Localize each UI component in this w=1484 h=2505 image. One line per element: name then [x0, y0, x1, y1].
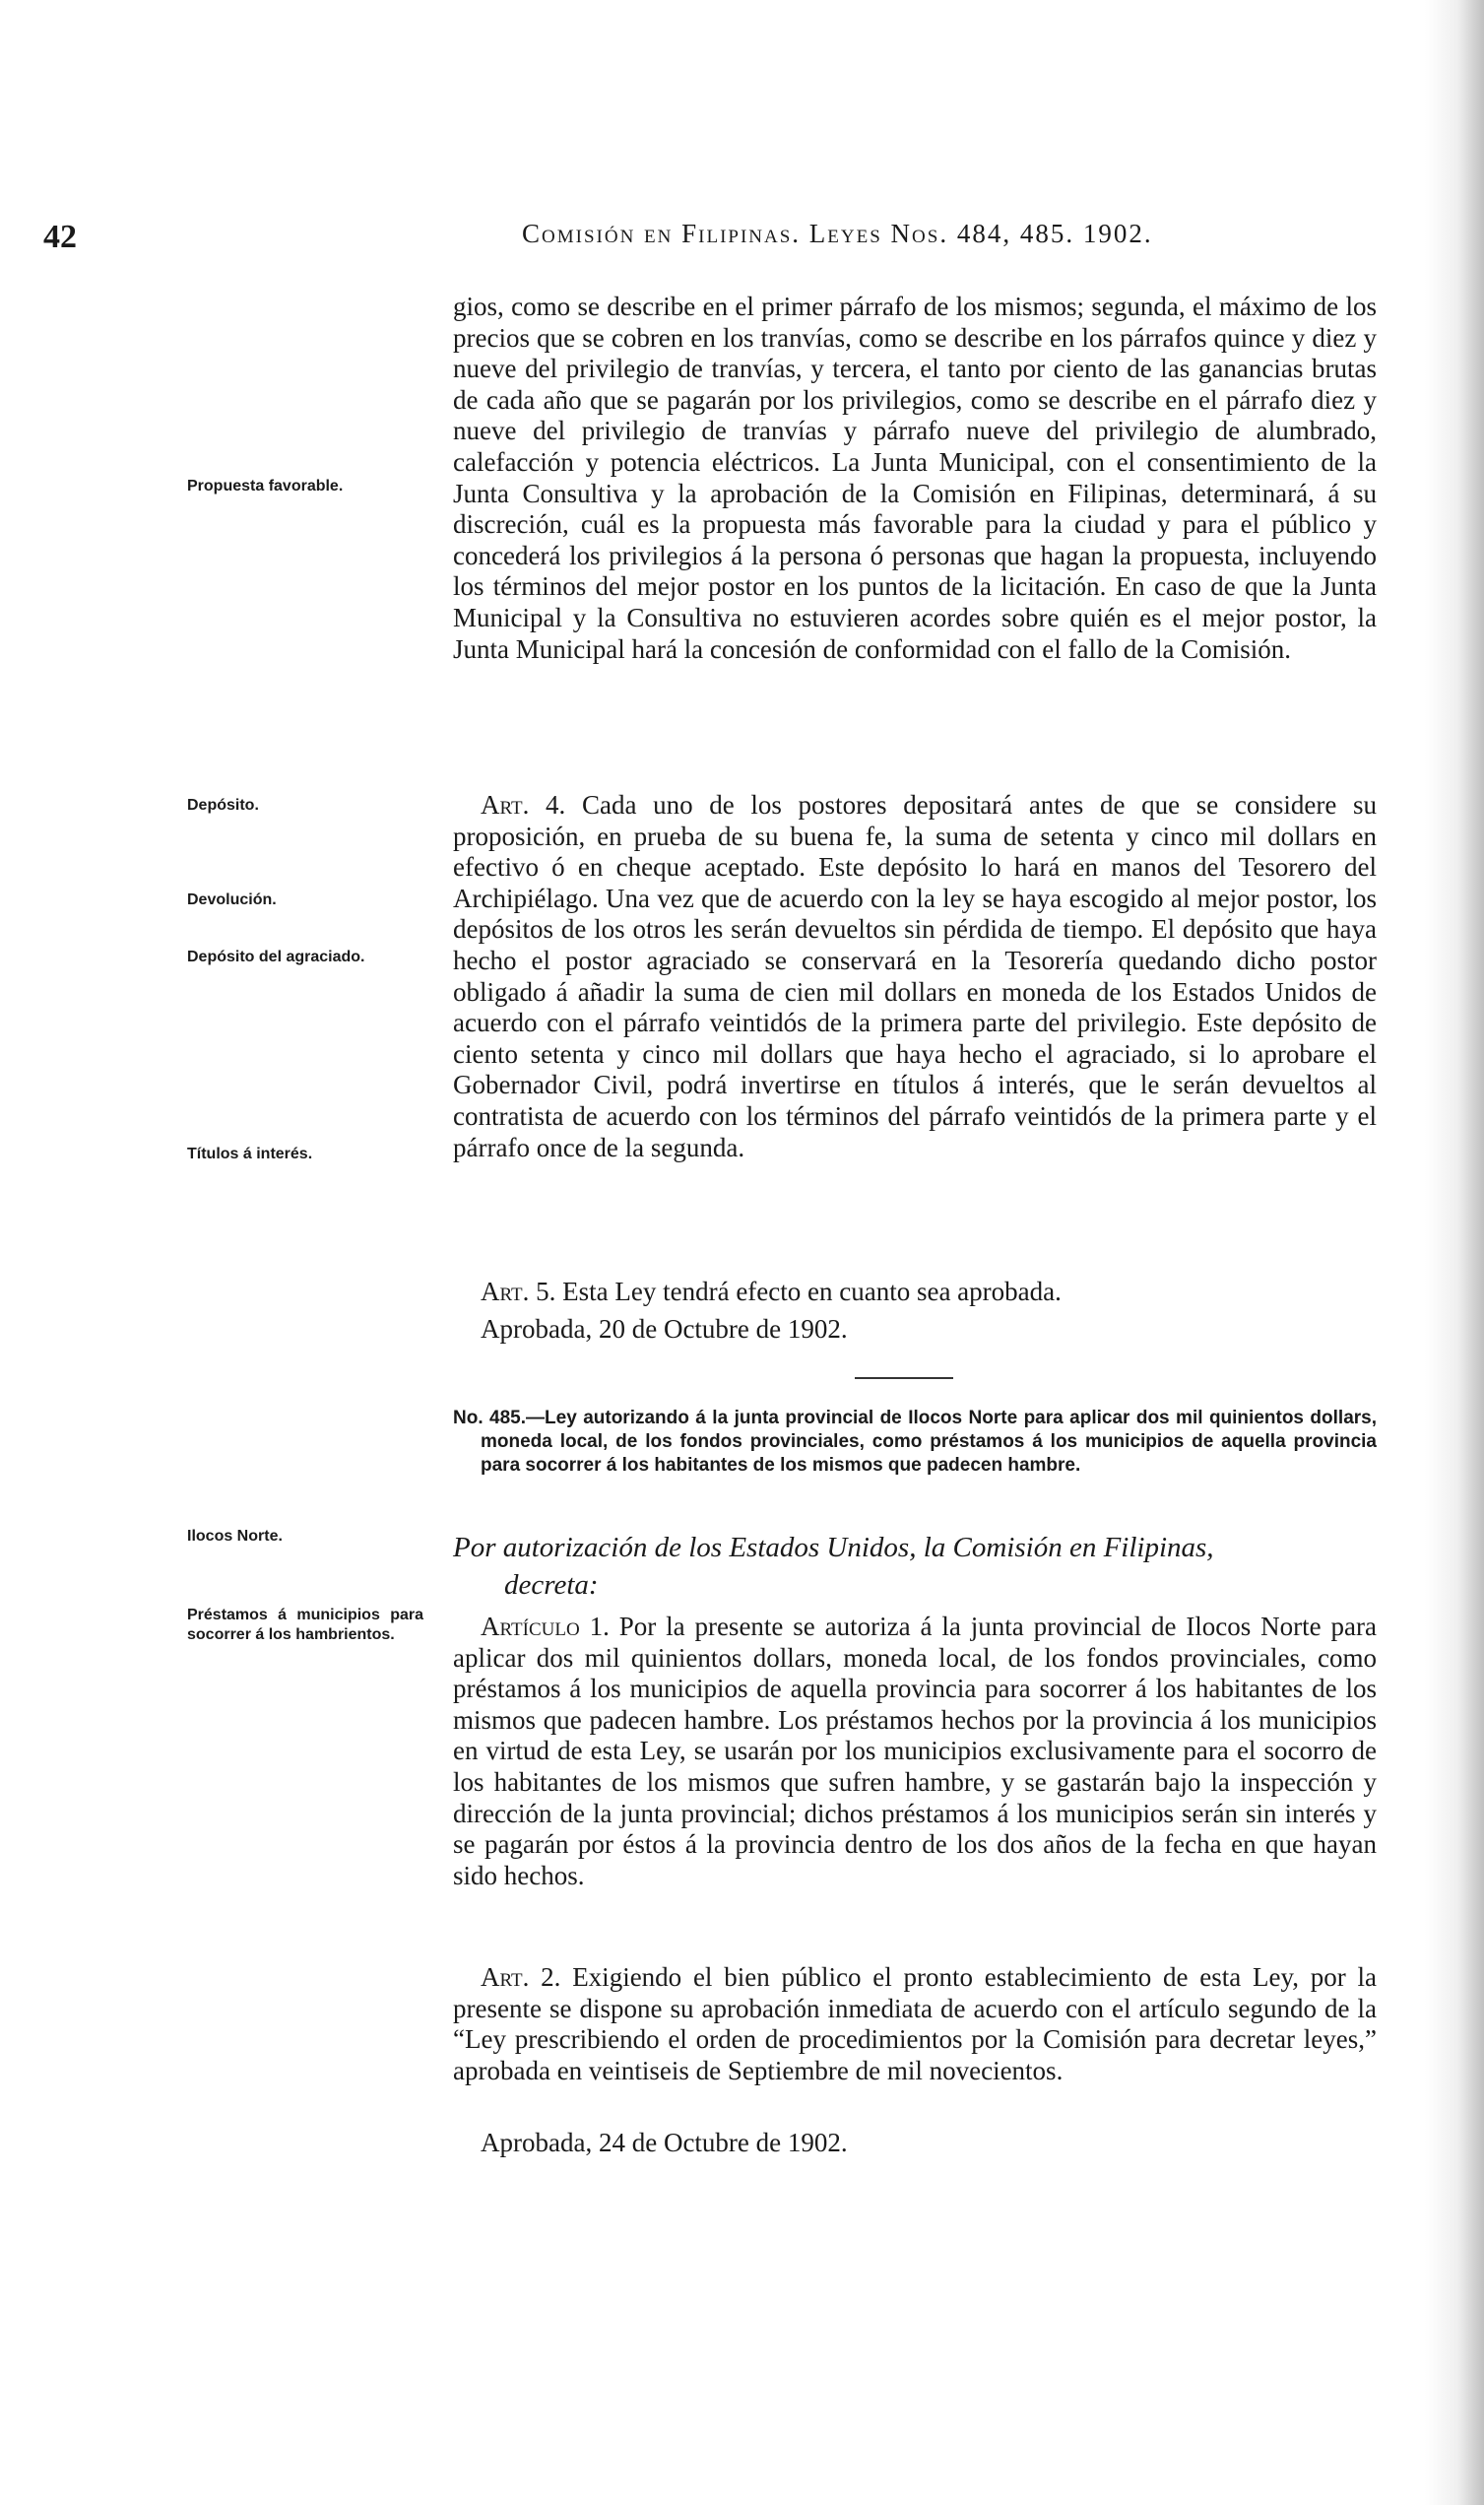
margin-note-deposito: Depósito.	[187, 797, 259, 814]
margin-note-titulos: Títulos á interés.	[187, 1146, 313, 1162]
margin-note-deposito-agraciado: Depósito del agraciado.	[187, 949, 365, 965]
article-1-label: Artículo	[481, 1612, 580, 1641]
article-5-label: Art.	[481, 1277, 530, 1306]
law-485-article-1	[453, 1612, 1377, 1891]
article-5-text: 5. Esta Ley tendrá efecto en cuanto sea aprobada.	[529, 1277, 1062, 1306]
enacting-clause-line-2: decreta:	[504, 1569, 599, 1601]
enacting-clause	[453, 1529, 1377, 1604]
law-485-heading	[453, 1407, 1377, 1478]
law-484-article-4	[453, 790, 1377, 1163]
margin-note-prestamos: Préstamos á municipios para socorrer á los hambrientos.	[187, 1607, 423, 1643]
article-2-label: Art.	[481, 1962, 530, 1992]
margin-note-devolucion: Devolución.	[187, 891, 277, 908]
section-divider	[855, 1377, 953, 1379]
law-484-approval-date: Aprobada, 20 de Octubre de 1902.	[481, 1314, 848, 1344]
margin-note-propuesta: Propuesta favorable.	[187, 478, 344, 494]
law-485-approval-date: Aprobada, 24 de Octubre de 1902.	[481, 2128, 848, 2157]
running-head: Comisión en Filipinas. Leyes Nos. 484, 485. 1902.	[522, 219, 1153, 248]
page-edge-shadow	[1425, 0, 1484, 2505]
article-4-label: Art.	[481, 790, 530, 820]
page-number: 42	[43, 219, 77, 255]
article-4-text: 4. Cada uno de los postores depositará antes de que se considere su proposición, en prueba de su buena fe, la suma de setenta y cinco mil dollars en efectivo ó en cheque aceptado. Este depósito lo hará en manos del Tesorero del Archipiélago. Una vez que de acuerdo con la ley se haya escogido al mejor postor, los depósitos de los otros les serán devueltos sin pérdida de tiempo. El depósito que haya hecho el postor agraciado se conservará en la Tesorería quedando dicho postor obligado á añadir la suma de cien mil dollars en moneda de los Estados Unidos de acuerdo con el párrafo veintidós de la primera parte del privilegio. Este depósito de ciento setenta y cinco mil dollars que haya hecho el agraciado, si lo aprobare el Gobernador Civil, podrá invertirse en títulos á interés, que le serán devueltos al contratista de acuerdo con los términos del párrafo veintidós de la primera parte y el párrafo once de la segunda.	[453, 790, 1377, 1162]
enacting-clause-line-1: Por autorización de los Estados Unidos, la Comisión en Filipinas,	[453, 1532, 1214, 1563]
law-484-article-5	[453, 1277, 1377, 1308]
law-485-article-2	[453, 1962, 1377, 2086]
law-485-title: No. 485.—Ley autorizando á la junta provincial de Ilocos Norte para aplicar dos mil quinientos dollars, moneda local, de los fondos provinciales, como préstamos á los municipios de aquella provincia para socorrer á los habitantes de los mismos que padecen hambre.	[453, 1408, 1377, 1476]
article-1-text: 1. Por la presente se autoriza á la junta provincial de Ilocos Norte para aplicar dos mil quinientos dollars, moneda local, de los fondos provinciales, como préstamos á los municipios de aquella provincia para socorrer á los habitantes de los mismos que padecen hambre. Los préstamos hechos por la provincia á los municipios en virtud de esta Ley, se usarán por los municipios exclusivamente para el socorro de los habitantes de los mismos que sufren hambre, y se gastarán bajo la inspección y dirección de la junta provincial; dichos préstamos á los municipios serán sin interés y se pagarán por éstos á la provincia dentro de los dos años de la fecha en que hayan sido hechos.	[453, 1612, 1377, 1890]
law-484-continuation: gios, como se describe en el primer párrafo de los mismos; segunda, el máximo de los precios que se cobren en los tranvías, como se describe en los párrafos quince y diez y nueve del privilegio de tranvías, y tercera, el tanto por ciento de las ganancias brutas de cada año que se pagarán por los privilegios, como se describe en el párrafo diez y nueve del privilegio de tranvías y párrafo nueve del privilegio de alumbrado, calefacción y potencia eléctricos. La Junta Municipal, con el consentimiento de la Junta Consultiva y la aprobación de la Comisión en Filipinas, determinará, á su discreción, cuál es la propuesta más favorable para la ciudad y para el público y concederá los privilegios á la persona ó personas que hagan la propuesta, incluyendo los términos del mejor postor en los puntos de la licitación. En caso de que la Junta Municipal y la Consultiva no estuvieren acordes sobre quién es el mejor postor, la Junta Municipal hará la concesión de conformidad con el fallo de la Comisión.	[453, 292, 1377, 664]
margin-note-ilocos: Ilocos Norte.	[187, 1528, 283, 1545]
article-2-text: 2. Exigiendo el bien público el pronto establecimiento de esta Ley, por la presente se dispone su aprobación inmediata de acuerdo con el artículo segundo de la “Ley prescribiendo el orden de procedimientos por la Comisión para decretar leyes,” aprobada en veintiseis de Septiembre de mil novecientos.	[453, 1962, 1377, 2085]
